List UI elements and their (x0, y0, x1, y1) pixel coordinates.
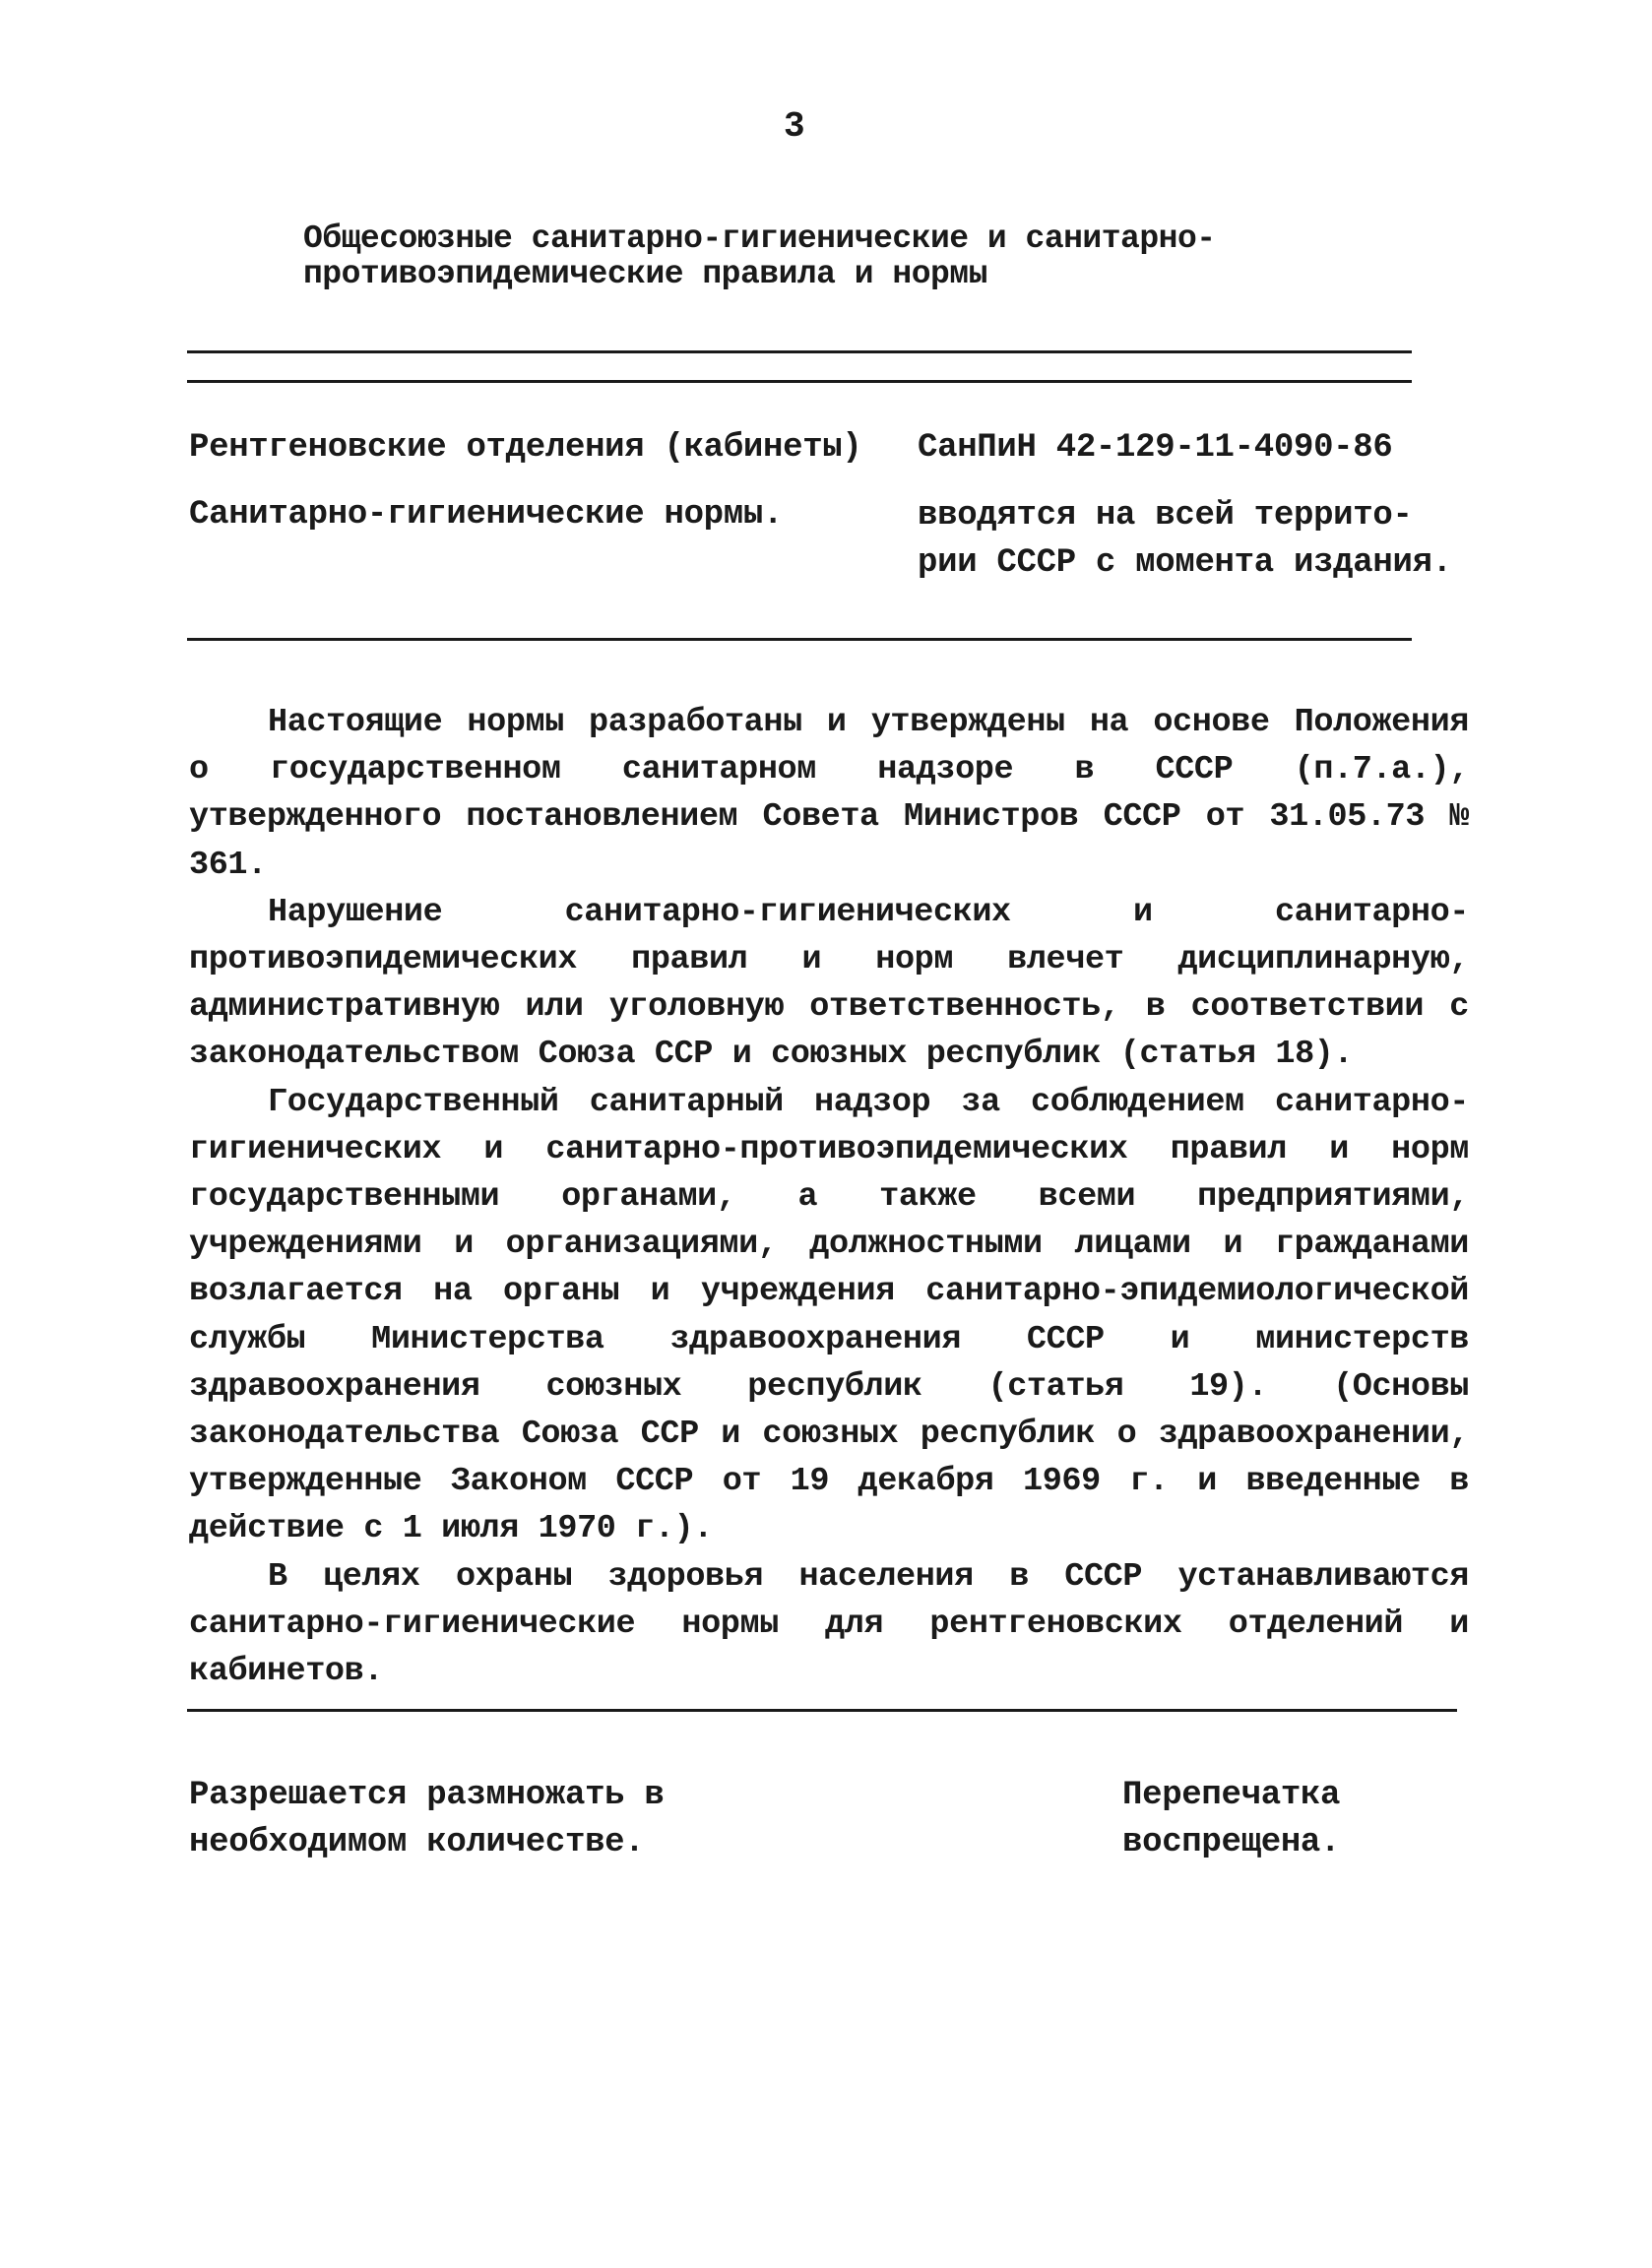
header-rule-bottom (187, 380, 1412, 383)
document-name: Рентгеновские отделения (кабинеты) (189, 429, 862, 467)
body-paragraph: Настоящие нормы разработаны и утверждены на основе Положения о государственном санитарном надзоре в СССР (п.7.а.), утвержденного постановлением Совета Министров СССР от 31.05.73 № 361. (189, 704, 1469, 884)
header-rule-top (187, 350, 1412, 353)
footer-left-line-2: необходимом количестве. (189, 1824, 645, 1861)
effect-line-1: вводятся на всей террито- (918, 497, 1413, 535)
footer-reproduction-note (189, 1772, 664, 1866)
footer-right-line-2: воспрещена. (1122, 1824, 1341, 1861)
body-paragraph: В целях охраны здоровья населения в СССР устанавливаются санитарно-гигиенические нормы для рентгеновских отделений и кабинетов. (189, 1557, 1469, 1691)
header-title-line-1: Общесоюзные санитарно-гигиенические и санитарно- (303, 220, 1216, 257)
footer-left-line-1: Разрешается размножать в (189, 1777, 665, 1814)
body-paragraph: Нарушение санитарно-гигиенических и санитарно-противоэпидемических правил и норм влечет дисциплинарную, административную или уголовную ответственность, в соответствии с законодательством Союза ССР и союзных республик (статья 18). (189, 893, 1469, 1074)
footer-reprint-note (1122, 1772, 1340, 1866)
page-number: 3 (784, 106, 805, 147)
effect-line-2: рии СССР с момента издания. (918, 544, 1452, 582)
footer-rule (187, 1709, 1457, 1712)
body-paragraph: Государственный санитарный надзор за соблюдением санитарно-гигиенических и санитарно-противоэпидемических правил и норм государственными органами, а также всеми предприятиями, учреждениями и организациями, должностными лицами и гражданами возлагается на органы и учреждения санитарно-эпидемиологической службы Министерства здравоохранения СССР и министерств здравоохранения союзных республик (статья 19). (Основы законодательства Союза ССР и союзных республик о здравоохранении, утвержденные Законом СССР от 19 декабря 1969 г. и введенные в действие с 1 июля 1970 г.). (189, 1083, 1469, 1548)
footer-right-line-1: Перепечатка (1122, 1777, 1341, 1814)
document-subtitle: Санитарно-гигиенические нормы. (189, 496, 784, 534)
header-title-line-2: противоэпидемические правила и нормы (303, 256, 987, 292)
header-title (303, 221, 1386, 292)
document-block-rule (187, 638, 1412, 641)
body-text (189, 699, 1469, 1695)
document-effect-note (918, 492, 1452, 587)
document-code: СанПиН 42-129-11-4090-86 (918, 429, 1393, 467)
